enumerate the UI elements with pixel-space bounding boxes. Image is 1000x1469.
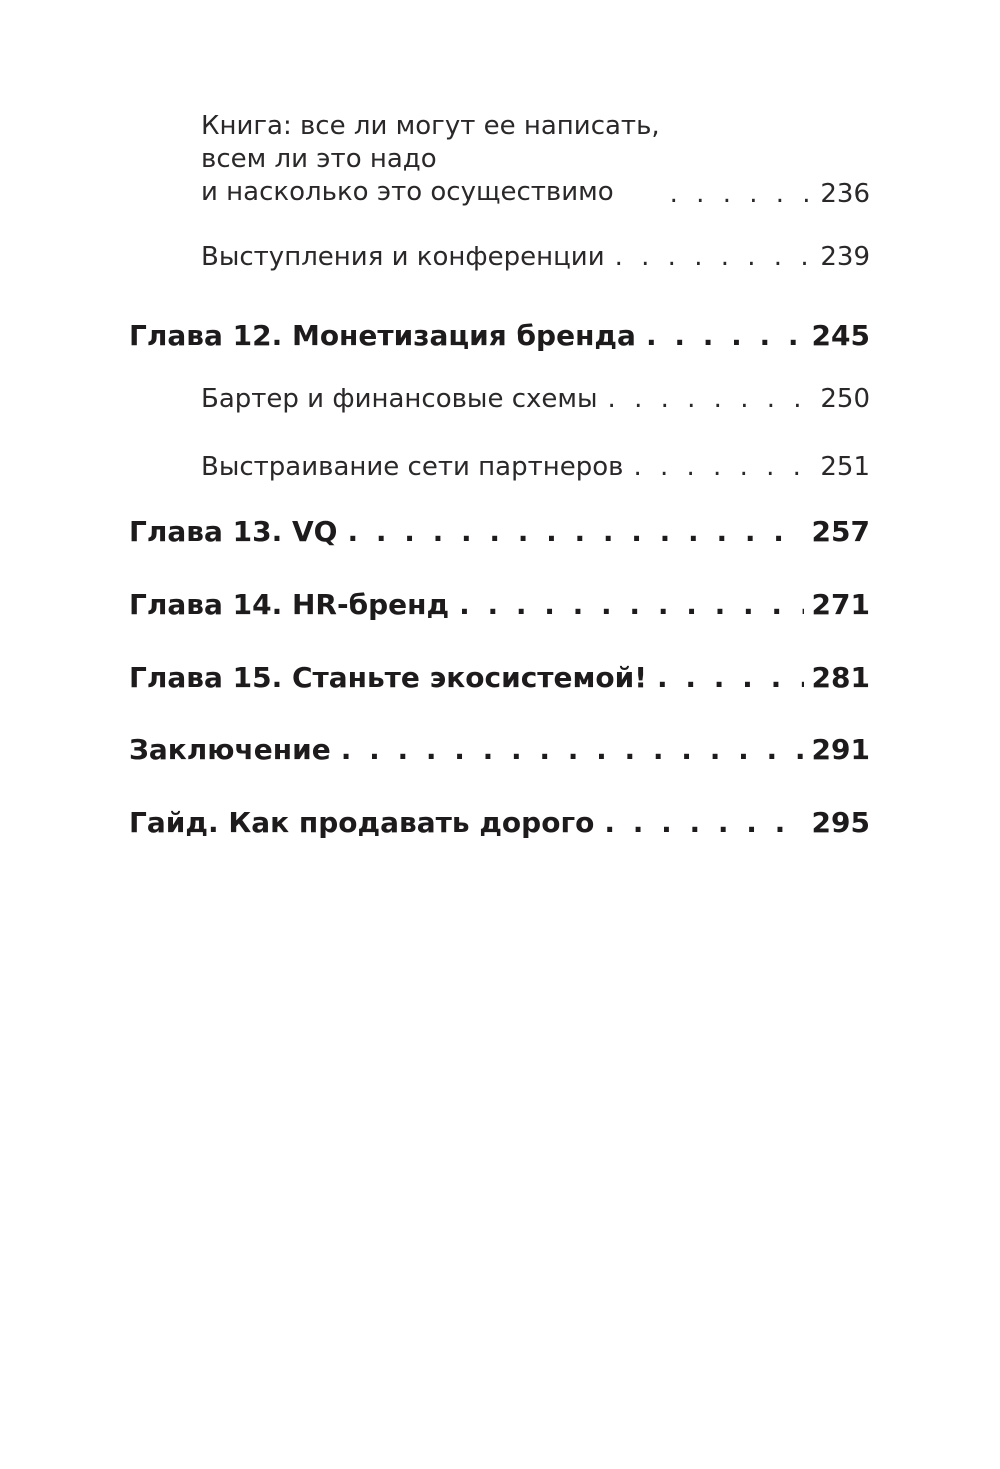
toc-page-number: 271 [811,588,870,621]
dot-leader [657,661,804,694]
toc-entry-title: Глава 12. Монетизация бренда [129,319,636,352]
toc-entry-title-line: всем ли это надо [201,144,437,174]
toc-entry-partners [201,452,870,482]
toc-entry-guide [129,806,870,839]
toc-entry-speeches [201,242,870,272]
dot-leader [341,733,804,766]
toc-entry-title: Глава 15. Станьте экосистемой! [129,661,648,694]
toc-entry-title: Глава 13. VQ [129,515,338,548]
toc-page-number: 236 [820,179,870,209]
toc-entry-title: Заключение [129,733,331,766]
toc-page-number: 295 [811,806,870,839]
toc-page-number: 281 [811,661,870,694]
toc-entry-title: Глава 14. HR-бренд [129,588,450,621]
toc-entry-chapter-12 [129,319,870,352]
dot-leader [459,588,803,621]
dot-leader [347,515,803,548]
toc-page-number: 251 [820,452,870,482]
toc-entry-title-line: Книга: все ли могут ее написать, [201,111,660,141]
toc-entry-chapter-13 [129,515,870,548]
dot-leader [604,806,803,839]
toc-entry-chapter-15 [129,661,870,694]
toc-entry-title: Гайд. Как продавать дорого [129,806,595,839]
toc-page-number: 291 [811,733,870,766]
toc-entry-book [201,110,870,209]
toc-entry-title: Выступления и конференции [201,242,605,272]
dot-leader [608,384,813,414]
dot-leader [633,452,812,482]
toc-page-number: 245 [811,319,870,352]
toc-entry-conclusion [129,733,870,766]
toc-page-number: 250 [820,384,870,414]
toc-entry-title [201,110,660,209]
toc-entry-chapter-14 [129,588,870,621]
toc-page-number: 239 [820,242,870,272]
toc-page-number: 257 [811,515,870,548]
toc-entry-title: Бартер и финансовые схемы [201,384,598,414]
dot-leader [670,179,813,209]
toc-entry-title-line: и насколько это осуществимо [201,177,614,207]
toc-entry-barter [201,384,870,414]
dot-leader [615,242,813,272]
dot-leader [646,319,804,352]
toc-entry-title: Выстраивание сети партнеров [201,452,624,482]
